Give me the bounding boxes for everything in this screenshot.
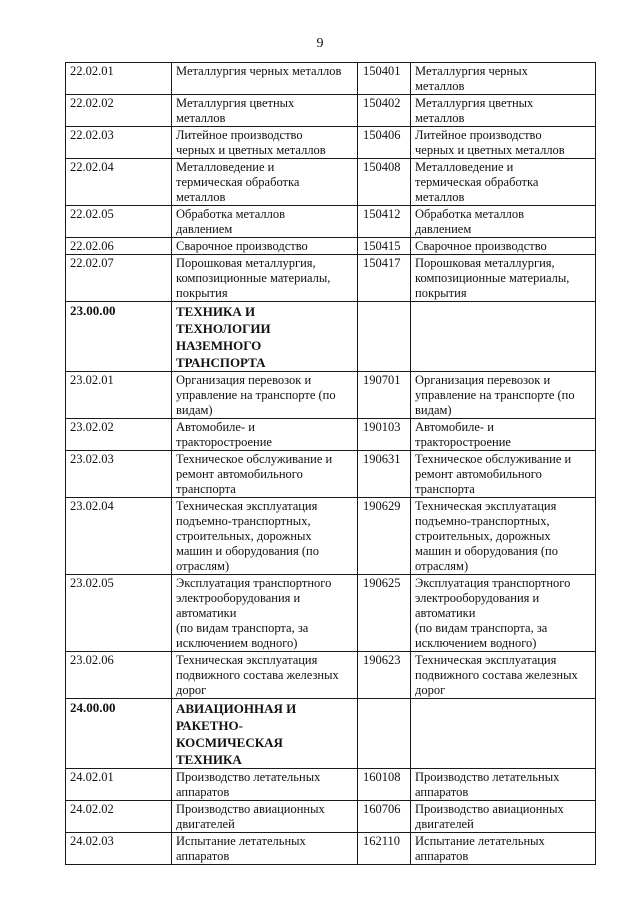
group-row [66, 699, 596, 769]
table-row [66, 63, 596, 95]
old-name-cell: Техническая эксплуатация подвижного состава железных дорог [411, 652, 596, 699]
code-cell: 22.02.04 [66, 159, 172, 206]
old-name-cell: Техническое обслуживание и ремонт автомобильного транспорта [411, 451, 596, 498]
okso-code-cell: 150401 [358, 63, 411, 95]
name-cell: Сварочное производство [172, 238, 358, 255]
okso-code-cell: 150415 [358, 238, 411, 255]
code-cell: 22.02.05 [66, 206, 172, 238]
okso-code-cell: 150408 [358, 159, 411, 206]
code-cell: 22.02.01 [66, 63, 172, 95]
table-row [66, 498, 596, 575]
okso-code-cell: 150417 [358, 255, 411, 302]
table-row [66, 206, 596, 238]
code-cell: 23.02.02 [66, 419, 172, 451]
name-cell: Техническое обслуживание и ремонт автомобильного транспорта [172, 451, 358, 498]
name-cell: Производство летательных аппаратов [172, 769, 358, 801]
name-cell: Литейное производство черных и цветных металлов [172, 127, 358, 159]
table-row [66, 652, 596, 699]
table-row [66, 95, 596, 127]
code-cell: 22.02.02 [66, 95, 172, 127]
table-row [66, 769, 596, 801]
code-cell: 24.02.02 [66, 801, 172, 833]
table-row [66, 833, 596, 865]
code-cell: 24.02.03 [66, 833, 172, 865]
old-name-cell: Производство авиационных двигателей [411, 801, 596, 833]
code-cell: 23.02.01 [66, 372, 172, 419]
old-name-cell: Организация перевозок и управление на транспорте (по видам) [411, 372, 596, 419]
old-name-cell: Техническая эксплуатация подъемно-транспортных, строительных, дорожных машин и оборудования (по отраслям) [411, 498, 596, 575]
name-cell: Порошковая металлургия, композиционные материалы, покрытия [172, 255, 358, 302]
okso-code-cell: 150406 [358, 127, 411, 159]
specialties-table [65, 62, 596, 865]
code-cell: 24.00.00 [66, 699, 172, 769]
code-cell: 23.02.05 [66, 575, 172, 652]
table-body [66, 63, 596, 865]
okso-code-cell: 190631 [358, 451, 411, 498]
table-row [66, 255, 596, 302]
old-name-cell: Металлургия цветных металлов [411, 95, 596, 127]
okso-code-cell: 162110 [358, 833, 411, 865]
okso-code-cell: 150412 [358, 206, 411, 238]
table-row [66, 801, 596, 833]
old-name-cell [411, 302, 596, 372]
okso-code-cell: 190623 [358, 652, 411, 699]
table-row [66, 419, 596, 451]
table-row [66, 451, 596, 498]
old-name-cell: Производство летательных аппаратов [411, 769, 596, 801]
name-cell: ТЕХНИКА И ТЕХНОЛОГИИ НАЗЕМНОГО ТРАНСПОРТА [172, 302, 358, 372]
group-row [66, 302, 596, 372]
name-cell: Автомобиле- и тракторостроение [172, 419, 358, 451]
table-row [66, 127, 596, 159]
name-cell: Металлургия цветных металлов [172, 95, 358, 127]
old-name-cell: Металловедение и термическая обработка металлов [411, 159, 596, 206]
name-cell: Испытание летательных аппаратов [172, 833, 358, 865]
page-number: 9 [316, 36, 324, 51]
name-cell: Обработка металлов давлением [172, 206, 358, 238]
table-row [66, 575, 596, 652]
code-cell: 22.02.07 [66, 255, 172, 302]
name-cell: Металловедение и термическая обработка металлов [172, 159, 358, 206]
old-name-cell: Металлургия черных металлов [411, 63, 596, 95]
old-name-cell: Сварочное производство [411, 238, 596, 255]
code-cell: 23.00.00 [66, 302, 172, 372]
okso-code-cell: 190701 [358, 372, 411, 419]
name-cell: АВИАЦИОННАЯ И РАКЕТНО- КОСМИЧЕСКАЯ ТЕХНИКА [172, 699, 358, 769]
name-cell: Организация перевозок и управление на транспорте (по видам) [172, 372, 358, 419]
code-cell: 23.02.03 [66, 451, 172, 498]
old-name-cell: Эксплуатация транспортного электрооборудования и автоматики (по видам транспорта, за исключением водного) [411, 575, 596, 652]
code-cell: 22.02.03 [66, 127, 172, 159]
code-cell: 23.02.04 [66, 498, 172, 575]
old-name-cell [411, 699, 596, 769]
okso-code-cell: 190103 [358, 419, 411, 451]
name-cell: Производство авиационных двигателей [172, 801, 358, 833]
okso-code-cell: 150402 [358, 95, 411, 127]
name-cell: Техническая эксплуатация подвижного состава железных дорог [172, 652, 358, 699]
okso-code-cell: 160108 [358, 769, 411, 801]
old-name-cell: Литейное производство черных и цветных металлов [411, 127, 596, 159]
old-name-cell: Порошковая металлургия, композиционные материалы, покрытия [411, 255, 596, 302]
table-row [66, 159, 596, 206]
code-cell: 22.02.06 [66, 238, 172, 255]
okso-code-cell: 160706 [358, 801, 411, 833]
name-cell: Металлургия черных металлов [172, 63, 358, 95]
old-name-cell: Автомобиле- и тракторостроение [411, 419, 596, 451]
table-row [66, 238, 596, 255]
okso-code-cell [358, 302, 411, 372]
code-cell: 23.02.06 [66, 652, 172, 699]
code-cell: 24.02.01 [66, 769, 172, 801]
table-row [66, 372, 596, 419]
okso-code-cell: 190629 [358, 498, 411, 575]
old-name-cell: Обработка металлов давлением [411, 206, 596, 238]
name-cell: Техническая эксплуатация подъемно-транспортных, строительных, дорожных машин и оборудования (по отраслям) [172, 498, 358, 575]
okso-code-cell: 190625 [358, 575, 411, 652]
name-cell: Эксплуатация транспортного электрооборудования и автоматики (по видам транспорта, за исключением водного) [172, 575, 358, 652]
old-name-cell: Испытание летательных аппаратов [411, 833, 596, 865]
okso-code-cell [358, 699, 411, 769]
